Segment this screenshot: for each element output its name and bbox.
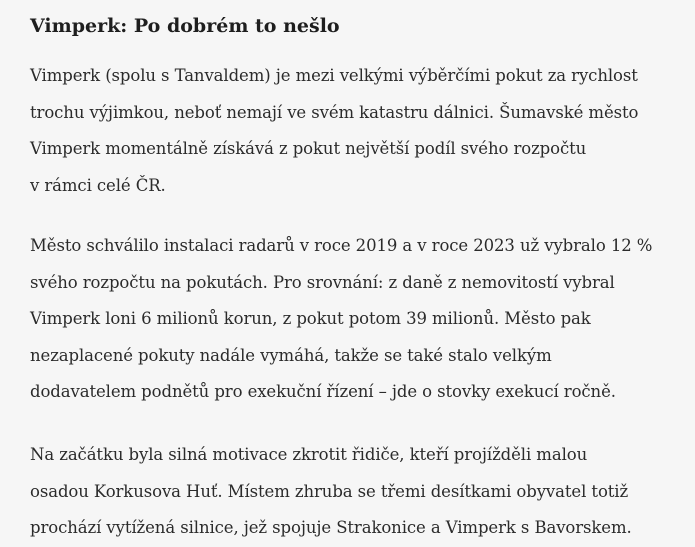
paragraph-line: osadou Korkusova Huť. Místem zhruba se třemi desítkami obyvatel totiž — [30, 481, 629, 501]
paragraph-line: trochu výjimkou, neboť nemají ve svém katastru dálnici. Šumavské město — [30, 102, 639, 122]
paragraph-line: Na začátku byla silná motivace zkrotit řidiče, kteří projížděli malou — [30, 445, 588, 464]
paragraph-line: svého rozpočtu na pokutách. Pro srovnání: z daně z nemovitostí vybral — [30, 272, 615, 292]
paragraph-3 — [30, 437, 632, 547]
paragraph-line: Město schválilo instalaci radarů v roce 2019 a v roce 2023 už vybralo 12 % — [30, 236, 653, 255]
paragraph-line: dodavatelem podnětů pro exekuční řízení – jde o stovky exekucí ročně. — [30, 382, 616, 401]
paragraph-line: nezaplacené pokuty nadále vymáhá, takže se také stalo velkým — [30, 345, 552, 365]
section-heading: Vimperk: Po dobrém to nešlo — [30, 15, 340, 37]
paragraph-line: Vimperk (spolu s Tanvaldem) je mezi velkými výběrčími pokut za rychlost — [30, 66, 638, 85]
paragraph-line: prochází vytížená silnice, jež spojuje Strakonice a Vimperk s Bavorskem. — [30, 518, 632, 537]
paragraph-line: v rámci celé ČR. — [30, 175, 166, 195]
paragraph-2 — [30, 228, 652, 411]
paragraph-1 — [30, 58, 638, 204]
paragraph-line: Vimperk momentálně získává z pokut největší podíl svého rozpočtu — [30, 139, 587, 158]
paragraph-line: Vimperk loni 6 milionů korun, z pokut potom 39 milionů. Město pak — [30, 309, 591, 328]
